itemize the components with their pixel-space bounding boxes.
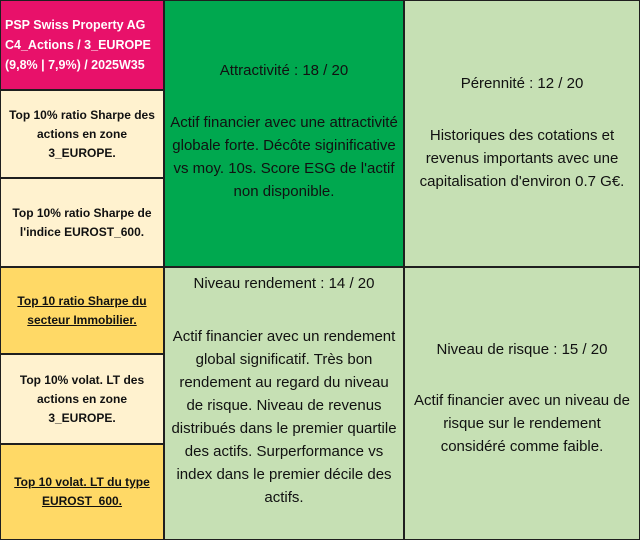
- criterion-volat-zone: Top 10% volat. LT des actions en zone 3_EUROPE.: [0, 354, 164, 444]
- risque-score: Niveau de risque : 15 / 20: [436, 341, 608, 358]
- perennite-score: Pérennité : 12 / 20: [460, 75, 584, 92]
- rendement-score: Niveau rendement : 14 / 20: [193, 275, 375, 292]
- asset-title-cell: [0, 0, 164, 90]
- criterion-sharpe-sector: Top 10 ratio Sharpe du secteur Immobilier.: [0, 267, 164, 354]
- risque-description: Actif financier avec un niveau de risque sur le rendement considéré comme faible.: [414, 392, 630, 455]
- asset-name: PSP Swiss Property AG: [5, 18, 146, 32]
- attractivite-description: Actif financier avec une attractivité globale forte. Décôte siginificative vs moy. 10s. Score ESG de l'actif non disponible.: [170, 114, 398, 200]
- perennite-description: Historiques des cotations et revenus importants avec une capitalisation d'environ 0.7 G€.: [419, 127, 625, 190]
- criterion-volat-type: Top 10 volat. LT du type EUROST_600.: [0, 444, 164, 540]
- attractivite-panel: [164, 0, 404, 267]
- risque-panel: [404, 267, 640, 540]
- asset-period: (9,8% | 7,9%) / 2025W35: [5, 58, 145, 72]
- asset-category: C4_Actions / 3_EUROPE: [5, 38, 151, 52]
- perennite-panel: [404, 0, 640, 267]
- rendement-description: Actif financier avec un rendement global significatif. Très bon rendement au regard du niveau de risque. Niveau de revenus distribués dans le premier quartile des actifs. Surperformance vs index dans le premier décile des actifs.: [171, 328, 397, 506]
- criterion-sharpe-zone: Top 10% ratio Sharpe des actions en zone 3_EUROPE.: [0, 90, 164, 178]
- criterion-sharpe-index: Top 10% ratio Sharpe de l'indice EUROST_600.: [0, 178, 164, 267]
- rendement-panel: [164, 267, 404, 540]
- attractivite-score: Attractivité : 18 / 20: [219, 62, 349, 79]
